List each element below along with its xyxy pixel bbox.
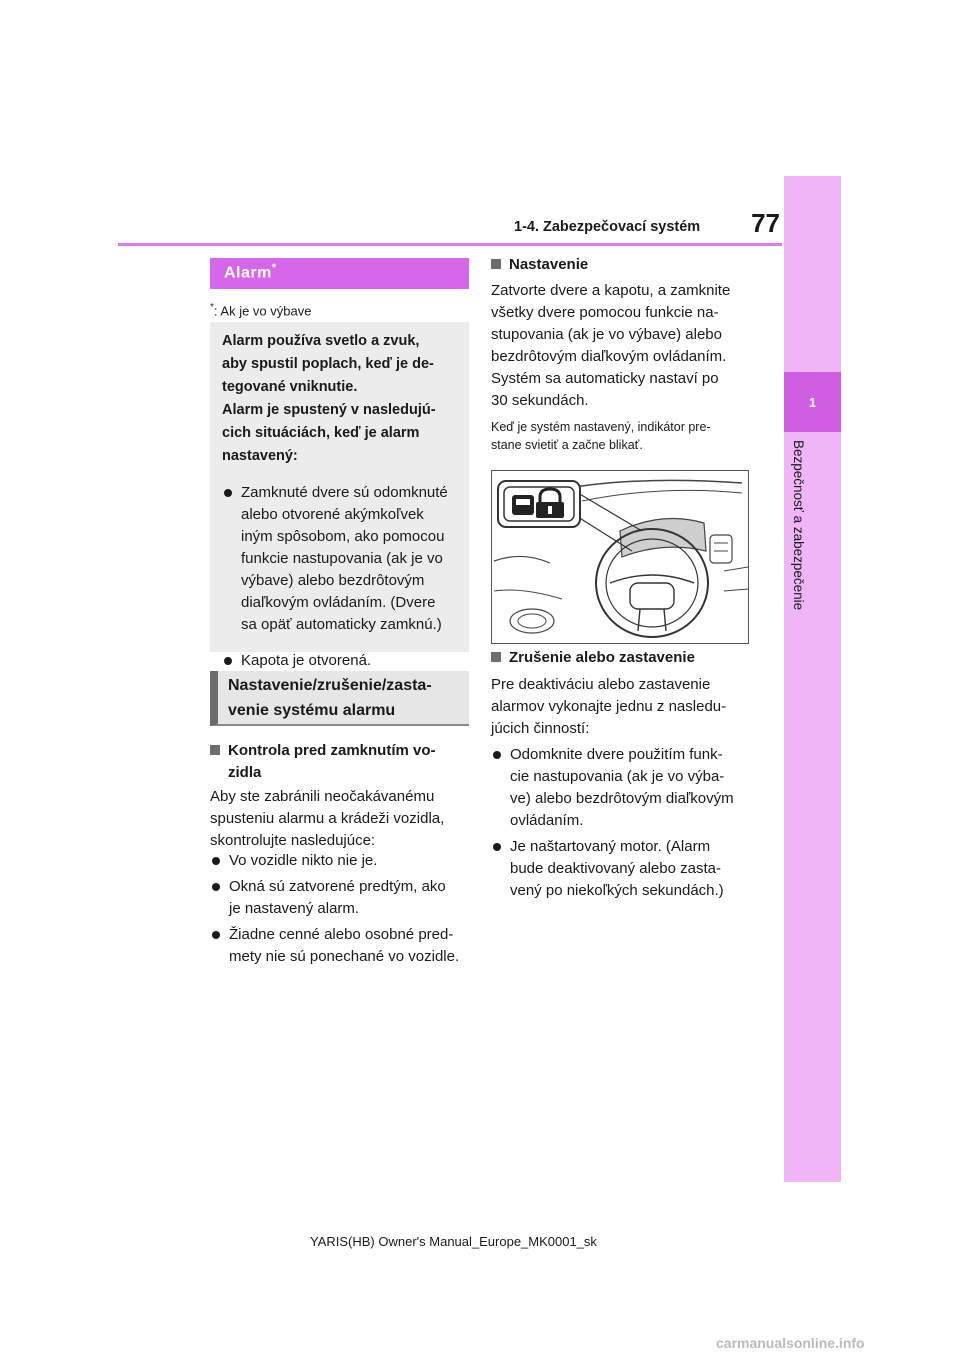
setting-section-heading xyxy=(210,671,469,726)
footnote-text: : Ak je vo výbave xyxy=(213,303,312,319)
alarm-intro-line: Alarm je spustený v nasledujú- xyxy=(222,402,436,418)
bullet-line: Zamknuté dvere sú odomknuté xyxy=(241,484,448,501)
text-line: júcich činností: xyxy=(491,720,590,737)
square-bullet-icon xyxy=(491,259,501,269)
cancel-bullet-item xyxy=(491,836,755,902)
text-line: 30 sekundách. xyxy=(491,392,589,409)
cancel-list xyxy=(491,744,755,902)
bullet-line: výbave) alebo bezdrôtovým xyxy=(241,572,425,589)
bullet-line: Je naštartovaný motor. (Alarm xyxy=(510,838,711,855)
setting-note xyxy=(491,418,753,454)
side-chapter-strip xyxy=(784,176,841,1182)
text-line: Zatvorte dvere a kapotu, a zamknite xyxy=(491,282,731,299)
alarm-intro-line: tegované vniknutie. xyxy=(222,379,358,395)
alarm-intro-line: nastavený: xyxy=(222,448,298,464)
bullet-line: Odomknite dvere použitím funk- xyxy=(510,746,723,763)
footnote-marker: * xyxy=(210,302,214,313)
square-bullet-icon xyxy=(210,745,220,755)
check-bullet-item xyxy=(210,876,474,920)
alarm-intro-line: cich situáciách, keď je alarm xyxy=(222,425,420,441)
manual-footer: YARIS(HB) Owner's Manual_Europe_MK0001_sk xyxy=(310,1234,597,1249)
check-before-list xyxy=(210,850,474,968)
bullet-line: Kapota je otvorená. xyxy=(241,652,372,669)
watermark: carmanualsonline.info xyxy=(716,1335,865,1351)
bullet-line: vený po niekoľkých sekundách.) xyxy=(510,882,724,899)
setting-text xyxy=(491,280,753,412)
check-before-text xyxy=(210,786,472,852)
alarm-info-box xyxy=(210,322,469,669)
bullet-line: alebo otvorené akýmkoľvek xyxy=(241,506,424,523)
alarm-heading-text: Alarm xyxy=(224,264,272,282)
check-before-title xyxy=(210,740,470,784)
heading-line: Nastavenie/zrušenie/zasta- xyxy=(228,677,432,694)
alarm-heading xyxy=(210,258,469,289)
title-line: Nastavenie xyxy=(509,256,589,273)
text-line: bezdrôtovým diaľkovým ovládaním. xyxy=(491,348,727,365)
header-rule xyxy=(118,243,782,246)
check-bullet-item xyxy=(210,924,474,968)
text-line: skontrolujte nasledujúce: xyxy=(210,832,376,849)
alarm-intro-line: aby spustil poplach, keď je de- xyxy=(222,356,434,372)
alarm-heading-marker: * xyxy=(271,262,277,274)
bullet-line: iným spôsobom, ako pomocou xyxy=(241,528,445,545)
title-line: zidla xyxy=(228,764,262,781)
text-line: Aby ste zabránili neočakávanému xyxy=(210,788,435,805)
bullet-line: bude deaktivovaný alebo zasta- xyxy=(510,860,721,877)
text-line: stupovania (ak je vo výbave) alebo xyxy=(491,326,722,343)
bullet-line: sa opäť automaticky zamknú.) xyxy=(241,616,442,633)
bullet-line: ovládaním. xyxy=(510,812,584,829)
chapter-number-tab xyxy=(784,372,841,432)
heading-line: venie systému alarmu xyxy=(228,702,396,719)
text-line: alarmov vykonajte jednu z nasledu- xyxy=(491,698,727,715)
bullet-line: mety nie sú ponechané vo vozidle. xyxy=(229,948,460,965)
text-line: Pre deaktiváciu alebo zastavenie xyxy=(491,676,711,693)
text-line: všetky dvere pomocou funkcie na- xyxy=(491,304,719,321)
dashboard-indicator-illustration xyxy=(491,470,749,644)
alarm-bullet-item xyxy=(222,650,457,672)
setting-title xyxy=(491,254,751,276)
cancel-bullet-item xyxy=(491,744,755,832)
bullet-line: Žiadne cenné alebo osobné pred- xyxy=(229,926,454,943)
availability-footnote xyxy=(210,302,311,318)
cancel-title xyxy=(491,647,751,669)
bullet-line: je nastavený alarm. xyxy=(229,900,360,917)
check-bullet-item xyxy=(210,850,474,872)
alarm-bullet-item xyxy=(222,482,457,636)
bullet-line: ve) alebo bezdrôtovým diaľkovým xyxy=(510,790,734,807)
cancel-text xyxy=(491,674,753,740)
page-number: 77 xyxy=(751,208,780,238)
text-line: Systém sa automaticky nastaví po xyxy=(491,370,719,387)
chapter-number: 1 xyxy=(808,394,817,410)
title-line: Kontrola pred zamknutím vo- xyxy=(228,742,436,759)
dashboard-illustration-svg xyxy=(492,471,749,644)
title-line: Zrušenie alebo zastavenie xyxy=(509,649,695,666)
alarm-intro-line: Alarm používa svetlo a zvuk, xyxy=(222,333,420,349)
text-line: spusteniu alarmu a krádeži vozidla, xyxy=(210,810,445,827)
bullet-line: funkcie nastupovania (ak je vo xyxy=(241,550,443,567)
square-bullet-icon xyxy=(491,652,501,662)
bullet-line: diaľkovým ovládaním. (Dvere xyxy=(241,594,436,611)
bullet-line: Okná sú zatvorené predtým, ako xyxy=(229,878,446,895)
bullet-line: cie nastupovania (ak je vo výba- xyxy=(510,768,725,785)
chapter-title: Bezpečnosť a zabezpečenie xyxy=(791,440,806,611)
note-line: Keď je systém nastavený, indikátor pre- xyxy=(491,420,711,434)
section-header: 1-4. Zabezpečovací systém xyxy=(514,219,701,235)
bullet-line: Vo vozidle nikto nie je. xyxy=(229,852,378,869)
note-line: stane svietiť a začne blikať. xyxy=(491,438,643,452)
